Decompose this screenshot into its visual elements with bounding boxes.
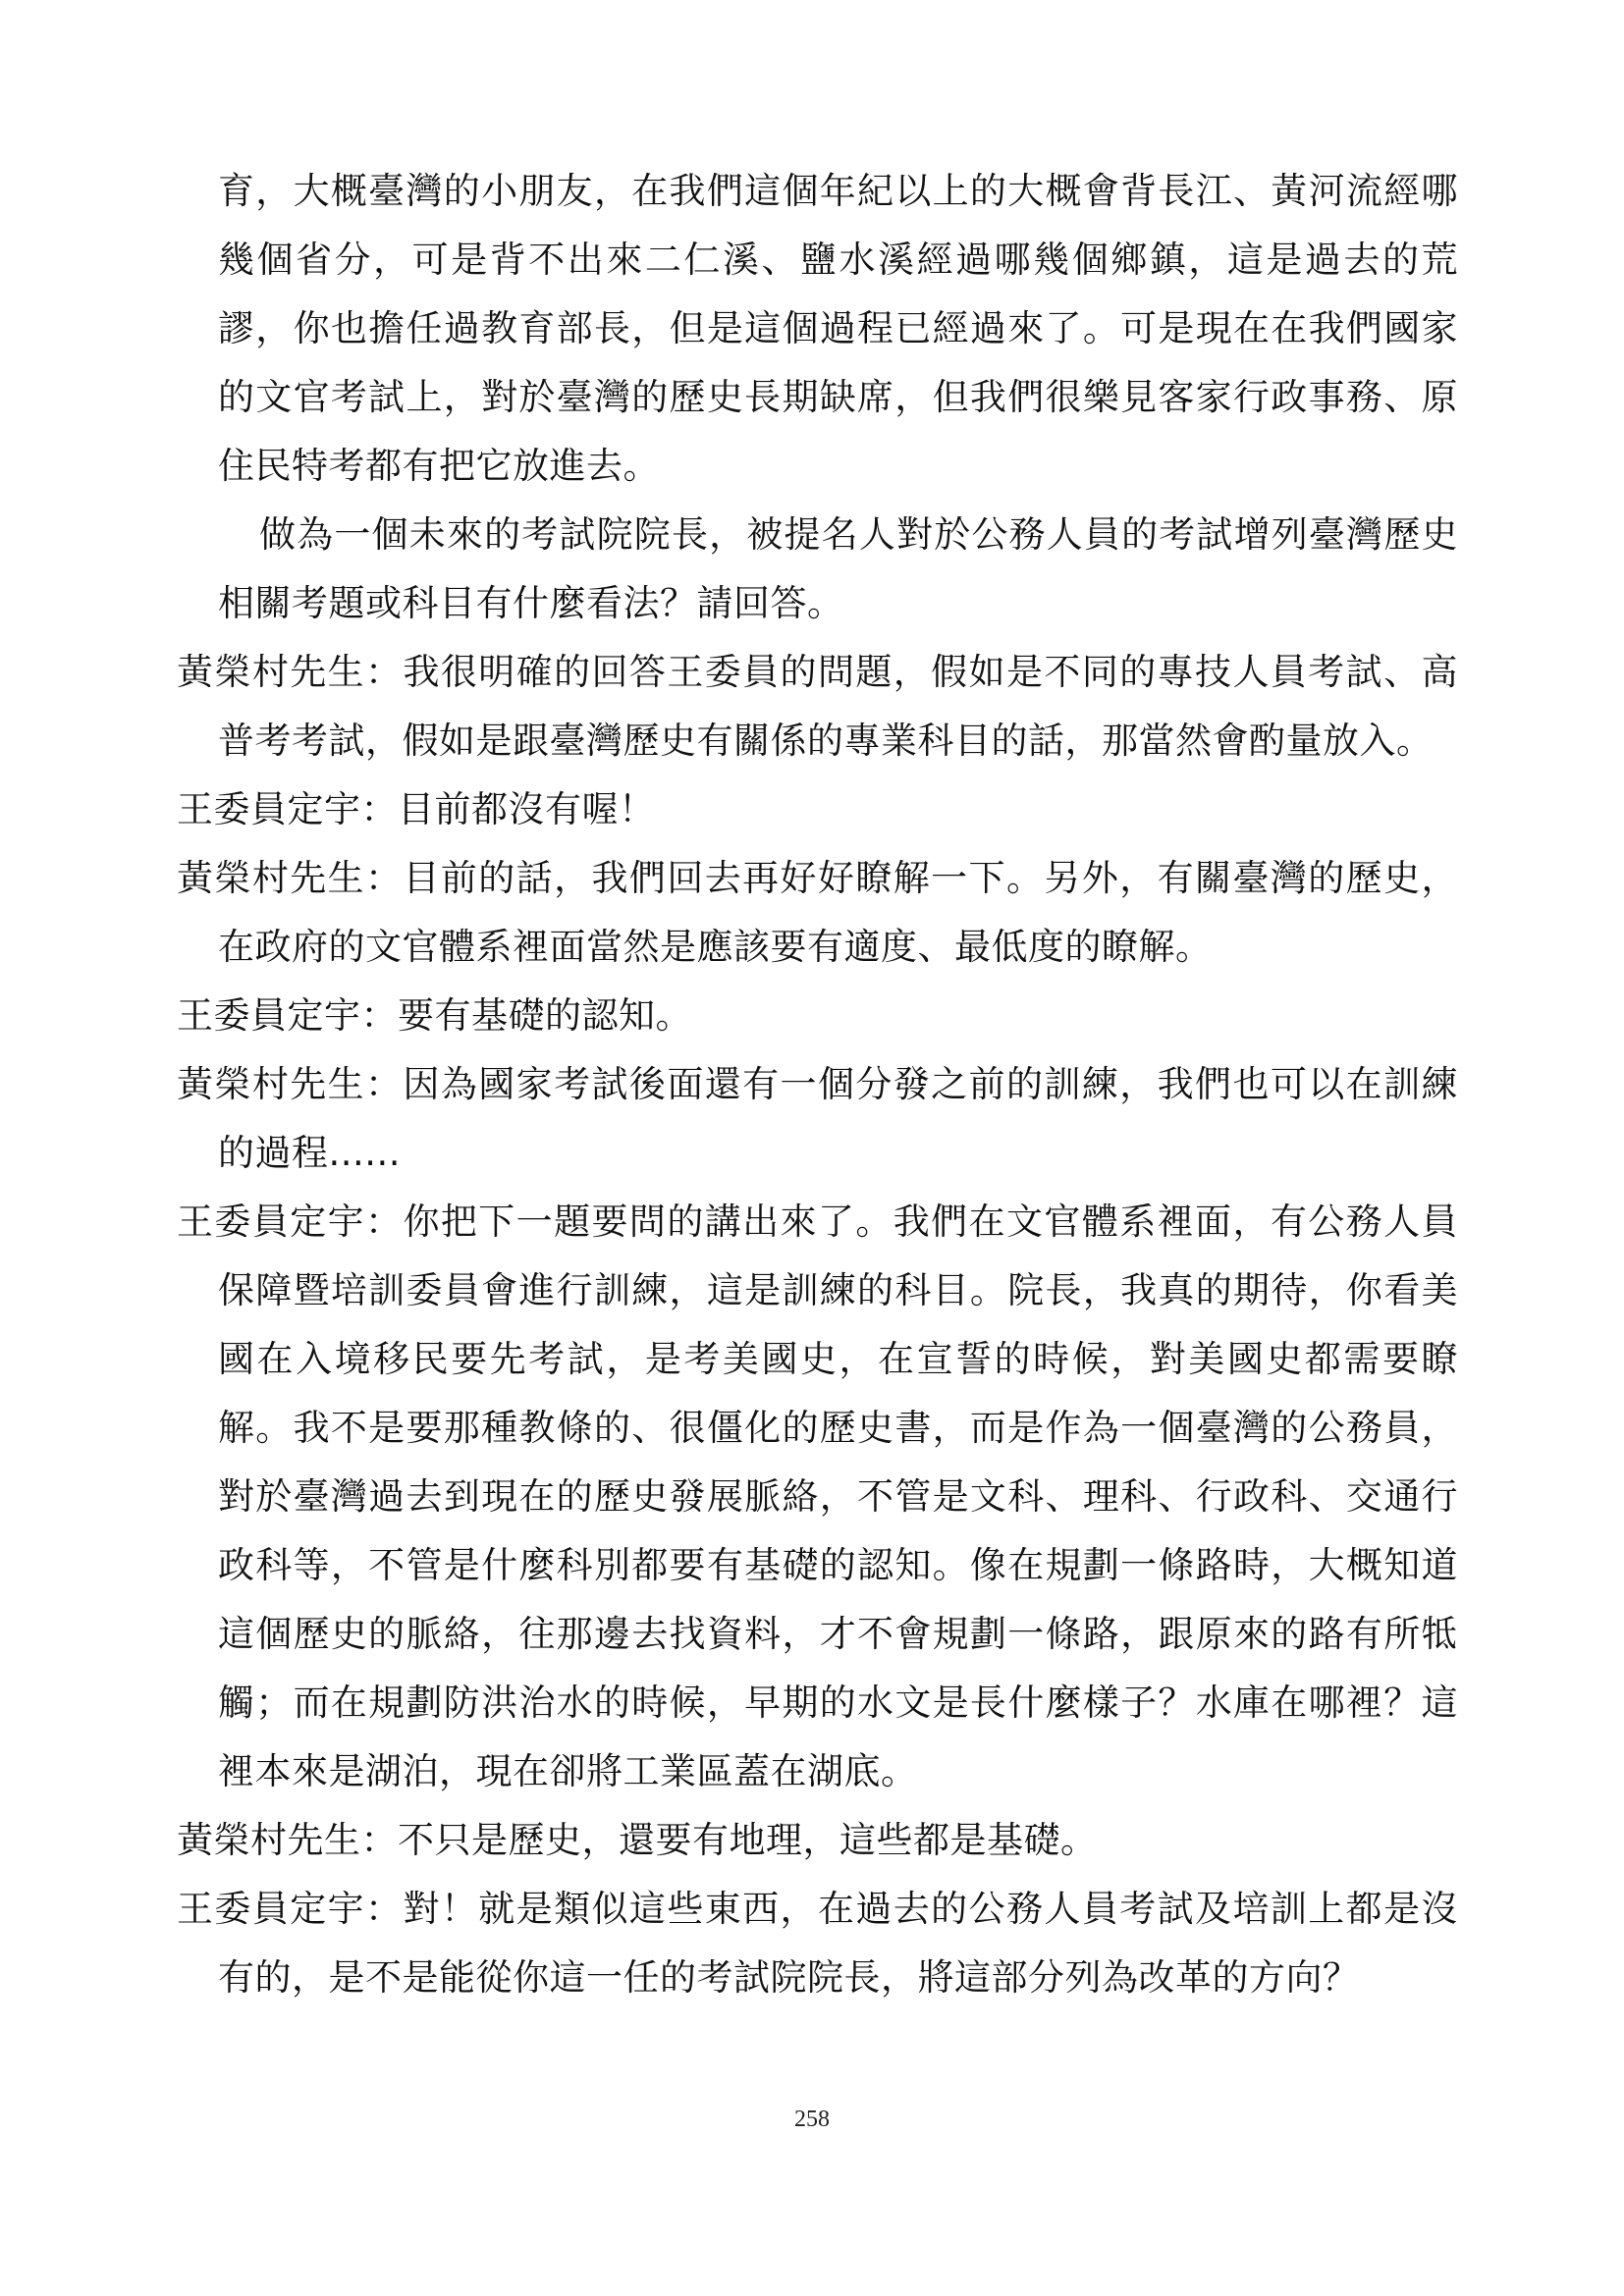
dialogue-huang-1: 黃榮村先生：我很明確的回答王委員的問題，假如是不同的專技人員考試、高普考考試，假如是跟臺灣歷史有關係的專業科目的話，那當然會酌量放入。 [177, 651, 1458, 762]
dialogue-huang-3: 黃榮村先生：因為國家考試後面還有一個分發之前的訓練，我們也可以在訓練的過程...... [177, 1063, 1458, 1174]
paragraph-question: 做為一個未來的考試院院長，被提名人對於公務人員的考試增列臺灣歷史相關考題或科目有什麼看法？請回答。 [218, 513, 1458, 624]
dialogue-wang-3: 王委員定宇：你把下一題要問的講出來了。我們在文官體系裡面，有公務人員保障暨培訓委員會進行訓練，這是訓練的科目。院長，我真的期待，你看美國在入境移民要先考試，是考美國史，在宣誓的時候，對美國史都需要瞭解。我不是要那種教條的、很僵化的歷史書，而是作為一個臺灣的公務員，對於臺灣過去到現在的歷史發展脈絡，不管是文科、理科、行政科、交通行政科等，不管是什麼科別都要有基礎的認知。像在規劃一條路時，大概知道這個歷史的脈絡，往那邊去找資料，才不會規劃一條路，跟原來的路有所牴觸；而在規劃防洪治水的時候，早期的水文是長什麼樣子？水庫在哪裡？這裡本來是湖泊，現在卻將工業區蓋在湖底。 [177, 1201, 1458, 1792]
page-body [177, 157, 1458, 2012]
dialogue-huang-4: 黃榮村先生：不只是歷史，還要有地理，這些都是基礎。 [177, 1819, 1098, 1861]
dialogue-wang-1: 王委員定宇：目前都沒有喔！ [177, 788, 656, 830]
dialogue-wang-2: 王委員定宇：要有基礎的認知。 [177, 994, 692, 1037]
paragraph-continuation: 育，大概臺灣的小朋友，在我們這個年紀以上的大概會背長江、黃河流經哪幾個省分，可是背不出來二仁溪、鹽水溪經過哪幾個鄉鎮，這是過去的荒謬，你也擔任過教育部長，但是這個過程已經過來了。可是現在在我們國家的文官考試上，對於臺灣的歷史長期缺席，但我們很樂見客家行政事務、原住民特考都有把它放進去。 [218, 170, 1458, 487]
page-number: 258 [794, 2107, 830, 2132]
dialogue-huang-2: 黃榮村先生：目前的話，我們回去再好好瞭解一下。另外，有關臺灣的歷史，在政府的文官體系裡面當然是應該要有適度、最低度的瞭解。 [177, 857, 1458, 968]
dialogue-wang-4: 王委員定宇：對！就是類似這些東西，在過去的公務人員考試及培訓上都是沒有的，是不是能從你這一任的考試院院長，將這部分列為改革的方向？ [177, 1888, 1458, 1999]
